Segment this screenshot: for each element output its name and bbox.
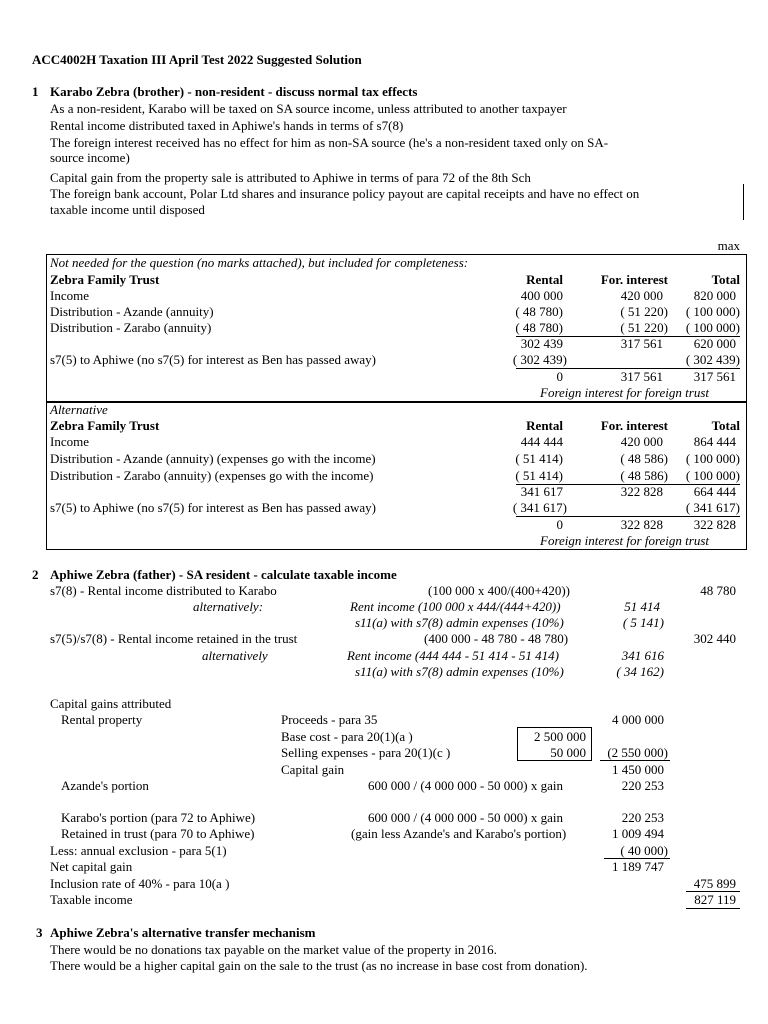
trust-title: Zebra Family Trust — [50, 272, 160, 287]
q1-line: The foreign bank account, Polar Ltd shares and insurance policy payout are capital receipts and have no effect on — [50, 186, 640, 201]
proceeds-label: Proceeds - para 35 — [281, 712, 378, 727]
col-rental: Rental — [526, 272, 563, 287]
rental-property-label: Rental property — [61, 712, 143, 727]
cell: ( 100 000) — [685, 320, 740, 335]
capital-gain-label: Capital gain — [281, 762, 345, 777]
document-title: ACC4002H Taxation III April Test 2022 Suggested Solution — [32, 52, 362, 67]
trust-note: Not needed for the question (no marks attached), but included for completeness: — [50, 255, 469, 270]
q1-line: The foreign interest received has no effect for him as non-SA source (he's a non-resident taxed only on SA- — [50, 135, 609, 150]
cell: 420 000 — [620, 434, 663, 449]
cell: 620 000 — [693, 336, 736, 351]
cell: ( 48 586) — [620, 468, 668, 483]
q3-heading: Aphiwe Zebra's alternative transfer mechanism — [50, 925, 316, 940]
alt1-line1: Rent income (100 000 x 444/(444+420)) — [350, 599, 561, 614]
q1-line: taxable income until disposed — [50, 202, 205, 217]
alt1-label: alternatively: — [193, 599, 264, 614]
cell: ( 51 414) — [515, 468, 563, 483]
col-total: Total — [711, 418, 740, 433]
row-label: s7(5) to Aphiwe (no s7(5) for interest as Ben has passed away) — [50, 352, 377, 367]
s78-calc: (100 000 x 400/(400+420)) — [428, 583, 571, 598]
col-for-interest: For. interest — [600, 418, 668, 433]
cell: 864 444 — [693, 434, 736, 449]
trust-footer: Foreign interest for foreign trust — [540, 385, 709, 400]
cell: ( 100 000) — [685, 451, 740, 466]
cell: ( 341 617) — [685, 500, 740, 515]
cell: ( 48 780) — [515, 320, 563, 335]
s75-amount: 302 440 — [693, 631, 736, 646]
cell: 302 439 — [520, 336, 563, 351]
cell: 0 — [556, 369, 563, 384]
alt2-line2: s11(a) with s7(8) admin expenses (10%) — [355, 664, 564, 679]
inclusion-label: Inclusion rate of 40% - para 10(a ) — [50, 876, 230, 891]
cell: 317 561 — [620, 369, 663, 384]
cell: ( 51 414) — [515, 451, 563, 466]
cell: 317 561 — [620, 336, 663, 351]
retained-calc: (gain less Azande's and Karabo's portion) — [351, 826, 567, 841]
exclusion-val: ( 40 000) — [620, 843, 668, 858]
inclusion-val: 475 899 — [693, 876, 736, 891]
cell: ( 100 000) — [685, 304, 740, 319]
q1-line: Rental income distributed taxed in Aphiwe's hands in terms of s7(8) — [50, 118, 404, 133]
cell: ( 48 780) — [515, 304, 563, 319]
cell: 322 828 — [693, 517, 736, 532]
retained-val: 1 009 494 — [612, 826, 664, 841]
alt2-line1: Rent income (444 444 - 51 414 - 51 414) — [347, 648, 559, 663]
capital-gain-val: 1 450 000 — [612, 762, 664, 777]
row-label: s7(5) to Aphiwe (no s7(5) for interest as Ben has passed away) — [50, 500, 377, 515]
cell: 400 000 — [520, 288, 563, 303]
col-total: Total — [711, 272, 740, 287]
cell: 664 444 — [693, 484, 736, 499]
trust-alt-note: Alternative — [50, 402, 108, 417]
s78-amount: 48 780 — [700, 583, 736, 598]
row-label: Distribution - Zarabo (annuity) — [50, 320, 212, 335]
karabo-label: Karabo's portion (para 72 to Aphiwe) — [61, 810, 256, 825]
net-cg-val: 1 189 747 — [612, 859, 664, 874]
cell: ( 48 586) — [620, 451, 668, 466]
row-label: Distribution - Azande (annuity) (expenses go with the income) — [50, 451, 376, 466]
q1-heading: Karabo Zebra (brother) - non-resident - discuss normal tax effects — [50, 84, 418, 99]
alt1-val1: 51 414 — [624, 599, 660, 614]
q1-number: 1 — [32, 84, 39, 99]
cell: 317 561 — [693, 369, 736, 384]
col-for-interest: For. interest — [600, 272, 668, 287]
selling-total: (2 550 000) — [607, 745, 668, 760]
karabo-val: 220 253 — [621, 810, 664, 825]
proceeds-val: 4 000 000 — [612, 712, 664, 727]
q1-line: As a non-resident, Karabo will be taxed on SA source income, unless attributed to another taxpayer — [50, 101, 567, 116]
s75-calc: (400 000 - 48 780 - 48 780) — [424, 631, 569, 646]
q2-heading: Aphiwe Zebra (father) - SA resident - calculate taxable income — [50, 567, 397, 582]
cell: ( 302 439) — [685, 352, 740, 367]
cell: 322 828 — [620, 517, 663, 532]
trust-title: Zebra Family Trust — [50, 418, 160, 433]
q1-line: Capital gain from the property sale is attributed to Aphiwe in terms of para 72 of the 8th Sch — [50, 170, 531, 185]
base-cost-val: 2 500 000 — [534, 729, 586, 744]
karabo-calc: 600 000 / (4 000 000 - 50 000) x gain — [368, 810, 563, 825]
row-label: Income — [50, 288, 89, 303]
alt1-val2: ( 5 141) — [622, 615, 664, 630]
q3-line: There would be no donations tax payable on the market value of the property in 2016. — [50, 942, 497, 957]
selling-label: Selling expenses - para 20(1)(c ) — [281, 745, 451, 760]
cg-heading: Capital gains attributed — [50, 696, 172, 711]
max-label: max — [717, 238, 740, 253]
cell: 420 000 — [620, 288, 663, 303]
alt2-label: alternatively — [202, 648, 268, 663]
selling-val: 50 000 — [550, 745, 586, 760]
exclusion-label: Less: annual exclusion - para 5(1) — [50, 843, 227, 858]
alt1-line2: s11(a) with s7(8) admin expenses (10%) — [355, 615, 564, 630]
cell: ( 341 617) — [512, 500, 567, 515]
q3-line: There would be a higher capital gain on the sale to the trust (as no increase in base cost from donation). — [50, 958, 588, 973]
row-label: Distribution - Azande (annuity) — [50, 304, 214, 319]
cell: 0 — [556, 517, 563, 532]
col-rental: Rental — [526, 418, 563, 433]
cell: ( 100 000) — [685, 468, 740, 483]
alt2-val1: 341 616 — [621, 648, 664, 663]
base-cost-label: Base cost - para 20(1)(a ) — [281, 729, 413, 744]
cell: ( 302 439) — [512, 352, 567, 367]
azande-val: 220 253 — [621, 778, 664, 793]
azande-label: Azande's portion — [61, 778, 149, 793]
trust-footer: Foreign interest for foreign trust — [540, 533, 709, 548]
q3-number: 3 — [36, 925, 43, 940]
row-label: Distribution - Zarabo (annuity) (expenses go with the income) — [50, 468, 374, 483]
subtotal-line — [600, 760, 670, 761]
total-line — [686, 908, 740, 909]
cell: 444 444 — [520, 434, 563, 449]
cell: ( 51 220) — [620, 304, 668, 319]
azande-calc: 600 000 / (4 000 000 - 50 000) x gain — [368, 778, 563, 793]
q2-number: 2 — [32, 567, 39, 582]
cell: 820 000 — [693, 288, 736, 303]
taxable-val: 827 119 — [694, 892, 736, 907]
s78-label: s7(8) - Rental income distributed to Karabo — [50, 583, 277, 598]
row-label: Income — [50, 434, 89, 449]
cell: ( 51 220) — [620, 320, 668, 335]
net-cg-label: Net capital gain — [50, 859, 133, 874]
alt2-val2: ( 34 162) — [616, 664, 664, 679]
retained-label: Retained in trust (para 70 to Aphiwe) — [61, 826, 255, 841]
taxable-label: Taxable income — [50, 892, 133, 907]
cell: 322 828 — [620, 484, 663, 499]
margin-bar — [743, 184, 744, 220]
cell: 341 617 — [520, 484, 563, 499]
s75-label: s7(5)/s7(8) - Rental income retained in the trust — [50, 631, 298, 646]
q1-line: source income) — [50, 150, 130, 165]
